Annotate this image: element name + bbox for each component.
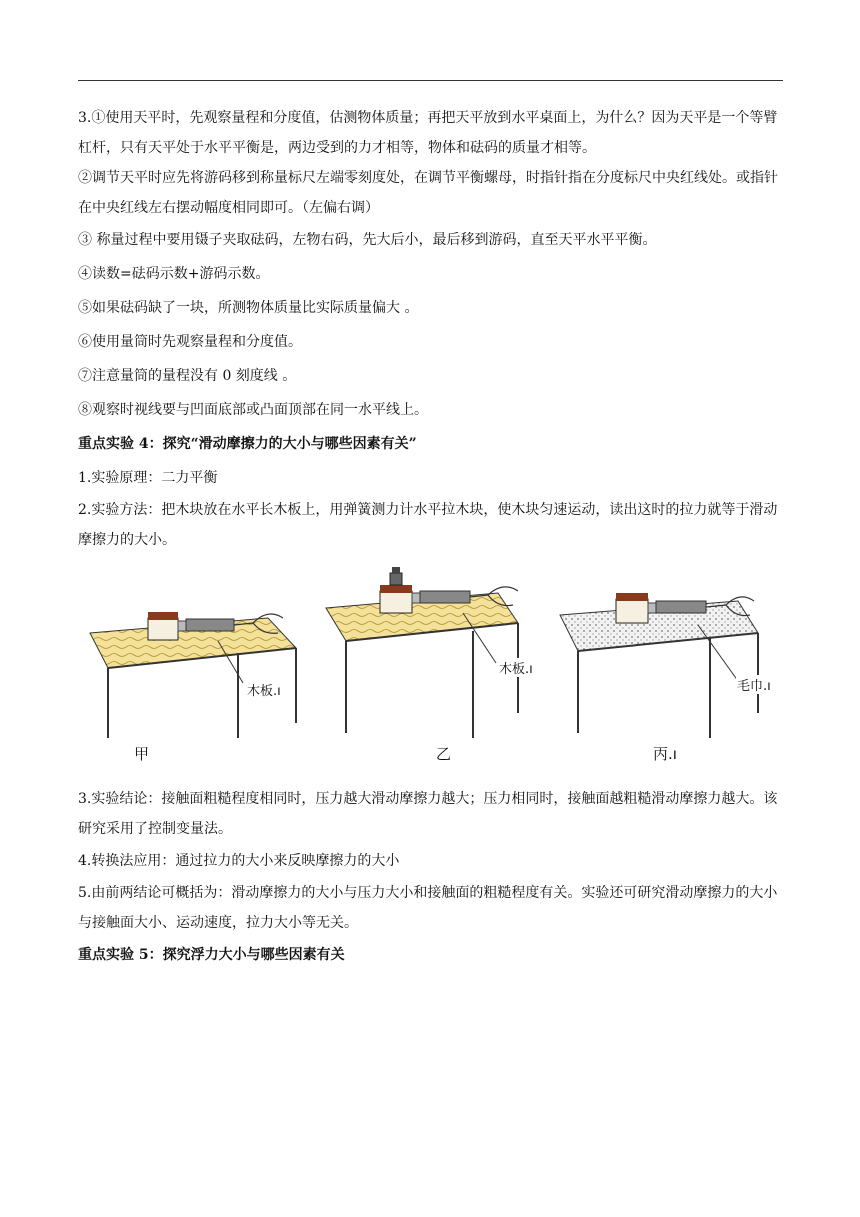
paragraph-balance-usage: 3.①使用天平时，先观察量程和分度值，估测物体质量；再把天平放到水平桌面上，为什么？因为天平是一个等臂杠杆，只有天平处于水平平衡是，两边受到的力才相等，物体和砝码的质量才相等。 <box>78 110 778 156</box>
diagram-bing <box>560 593 758 738</box>
label-wood-board-jia: 木板.ı <box>246 680 282 699</box>
heading-experiment-4: 重点实验 4：探究“滑动摩擦力的大小与哪些因素有关” <box>78 436 417 452</box>
label-wood-board-yi: 木板.ı <box>498 658 534 677</box>
paragraph-method: 2.实验方法：把木块放在水平长木板上，用弹簧测力计水平拉木块，使木块匀速运动，读出这时的拉力就等于滑动摩擦力的大小。 <box>78 502 778 548</box>
paragraph-summary: 5.由前两结论可概括为：滑动摩擦力的大小与压力大小和接触面的粗糙程度有关。实验还可研究滑动摩擦力的大小与接触面大小、运动速度，拉力大小等无关。 <box>78 885 778 931</box>
paragraph-principle: 1.实验原理：二力平衡 <box>78 470 218 486</box>
diagram-jia <box>90 612 296 738</box>
label-towel-bing: 毛巾.ı <box>736 675 772 694</box>
heading-experiment-5: 重点实验 5：探究浮力大小与哪些因素有关 <box>78 947 345 963</box>
paragraph-sight-line: ⑧观察时视线要与凹面底部或凸面顶部在同一水平线上。 <box>78 402 428 418</box>
paragraph-cylinder-zero: ⑦注意量筒的量程没有 0 刻度线 。 <box>78 368 297 384</box>
paragraph-cylinder-range: ⑥使用量筒时先观察量程和分度值。 <box>78 334 302 350</box>
paragraph-reading: ④读数=砝码示数+游码示数。 <box>78 266 270 282</box>
paragraph-conclusion: 3.实验结论：接触面粗糙程度相同时，压力越大滑动摩擦力越大；压力相同时，接触面越粗糙滑动摩擦力越大。该研究采用了控制变量法。 <box>78 791 778 837</box>
paragraph-balance-adjust: ②调节天平时应先将游码移到称量标尺左端零刻度处，在调节平衡螺母，时指针指在分度标尺中央红线处。或指针在中央红线左右摆动幅度相同即可。（左偏右调） <box>78 170 778 216</box>
friction-experiment-figure <box>78 563 783 778</box>
caption-yi: 乙 <box>436 745 452 763</box>
document-body <box>78 103 783 972</box>
diagram-yi <box>326 567 518 738</box>
header-rule <box>78 80 783 81</box>
paragraph-conversion-method: 4.转换法应用：通过拉力的大小来反映摩擦力的大小 <box>78 853 400 869</box>
friction-diagrams <box>78 563 783 778</box>
caption-bing: 丙.ı <box>653 745 677 763</box>
caption-jia: 甲 <box>134 745 150 763</box>
paragraph-missing-weight: ⑤如果砝码缺了一块，所测物体质量比实际质量偏大 。 <box>78 300 419 316</box>
paragraph-weighing: ③ 称量过程中要用镊子夹取砝码，左物右码，先大后小，最后移到游码，直至天平水平平衡。 <box>78 232 657 248</box>
